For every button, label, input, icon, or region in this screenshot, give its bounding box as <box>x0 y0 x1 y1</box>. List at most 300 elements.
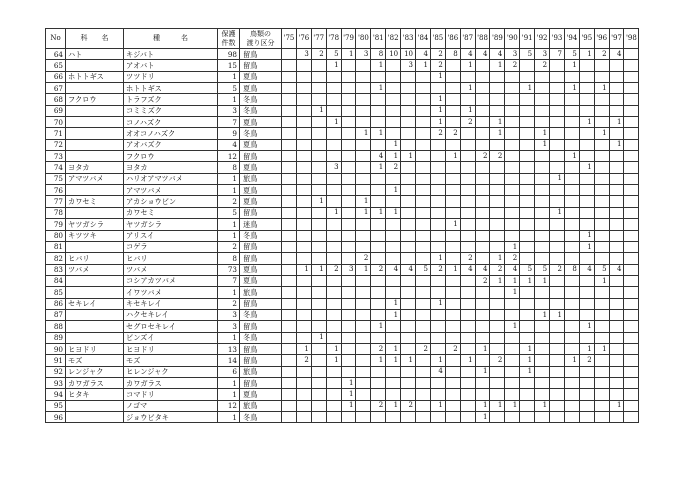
year-count <box>564 309 579 320</box>
year-count: 1 <box>505 287 520 298</box>
year-count: 3 <box>535 49 550 60</box>
family-name <box>66 412 124 423</box>
year-count <box>505 230 520 241</box>
year-count <box>311 60 326 71</box>
protection-count: 5 <box>218 207 240 218</box>
year-count <box>490 71 505 82</box>
year-count <box>475 287 490 298</box>
protection-count: 8 <box>218 253 240 264</box>
year-count <box>624 298 639 309</box>
year-count <box>624 196 639 207</box>
year-count <box>326 389 341 400</box>
year-count <box>475 94 490 105</box>
year-count <box>475 185 490 196</box>
year-count: 1 <box>505 321 520 332</box>
year-count: 1 <box>341 389 356 400</box>
row-number: 64 <box>46 49 66 60</box>
year-count <box>386 321 401 332</box>
year-count <box>624 162 639 173</box>
year-count <box>445 60 460 71</box>
migration-status: 旅鳥 <box>240 287 282 298</box>
table-row <box>46 139 639 150</box>
year-count <box>520 377 535 388</box>
year-count <box>401 162 416 173</box>
year-count <box>386 332 401 343</box>
row-number: 67 <box>46 83 66 94</box>
year-count <box>460 298 475 309</box>
year-count <box>550 151 565 162</box>
year-count <box>282 377 297 388</box>
table-row <box>46 366 639 377</box>
year-count <box>311 83 326 94</box>
header-year: '94 <box>564 29 579 49</box>
year-count <box>475 253 490 264</box>
family-name: ハト <box>66 49 124 60</box>
year-count <box>445 332 460 343</box>
year-count <box>326 185 341 196</box>
year-count <box>460 400 475 411</box>
year-count <box>371 412 386 423</box>
year-count <box>609 321 624 332</box>
year-count: 1 <box>564 355 579 366</box>
year-count <box>311 128 326 139</box>
year-count <box>371 298 386 309</box>
year-count <box>624 83 639 94</box>
year-count <box>326 128 341 139</box>
year-count <box>624 94 639 105</box>
year-count <box>564 185 579 196</box>
year-count <box>416 94 431 105</box>
species-name: モズ <box>124 355 218 366</box>
header-year: '90 <box>505 29 520 49</box>
year-count: 1 <box>594 275 609 286</box>
year-count: 1 <box>550 309 565 320</box>
year-count <box>311 275 326 286</box>
year-count <box>609 196 624 207</box>
year-count <box>475 173 490 184</box>
protection-count: 15 <box>218 60 240 71</box>
table-row <box>46 287 639 298</box>
year-count <box>520 139 535 150</box>
year-count <box>535 196 550 207</box>
year-count <box>311 298 326 309</box>
year-count: 8 <box>371 49 386 60</box>
year-count <box>341 241 356 252</box>
year-count <box>326 309 341 320</box>
year-count <box>416 253 431 264</box>
year-count: 1 <box>356 207 371 218</box>
family-name <box>66 128 124 139</box>
year-count <box>609 94 624 105</box>
year-count <box>624 230 639 241</box>
protection-count: 1 <box>218 185 240 196</box>
year-count: 1 <box>356 196 371 207</box>
year-count <box>490 321 505 332</box>
year-count <box>341 321 356 332</box>
table-row <box>46 241 639 252</box>
year-count: 1 <box>579 343 594 354</box>
year-count <box>594 94 609 105</box>
year-count <box>296 389 311 400</box>
row-number: 70 <box>46 117 66 128</box>
year-count <box>326 94 341 105</box>
protection-count: 14 <box>218 355 240 366</box>
year-count <box>460 139 475 150</box>
year-count: 1 <box>311 105 326 116</box>
species-name: アオバト <box>124 60 218 71</box>
year-count <box>550 105 565 116</box>
year-count <box>386 366 401 377</box>
year-count <box>550 60 565 71</box>
year-count: 1 <box>386 298 401 309</box>
row-number: 96 <box>46 412 66 423</box>
year-count <box>535 162 550 173</box>
protection-count: 1 <box>218 389 240 400</box>
year-count <box>445 389 460 400</box>
year-count <box>356 230 371 241</box>
header-species: 種 名 <box>124 29 218 49</box>
year-count <box>579 400 594 411</box>
year-count <box>341 139 356 150</box>
year-count: 1 <box>326 355 341 366</box>
year-count <box>386 287 401 298</box>
year-count: 1 <box>520 83 535 94</box>
protection-count: 73 <box>218 264 240 275</box>
year-count <box>609 219 624 230</box>
row-number: 80 <box>46 230 66 241</box>
year-count <box>326 253 341 264</box>
migration-status: 夏鳥 <box>240 162 282 173</box>
migration-status: 留鳥 <box>240 60 282 71</box>
family-name <box>66 321 124 332</box>
protection-count: 2 <box>218 241 240 252</box>
year-count <box>371 173 386 184</box>
year-count <box>386 275 401 286</box>
year-count <box>624 287 639 298</box>
year-count <box>401 230 416 241</box>
year-count: 2 <box>490 264 505 275</box>
year-count <box>594 366 609 377</box>
header-year: '79 <box>341 29 356 49</box>
migration-status: 留鳥 <box>240 343 282 354</box>
year-count <box>341 366 356 377</box>
year-count: 1 <box>535 309 550 320</box>
year-count <box>564 241 579 252</box>
year-count <box>311 173 326 184</box>
family-name <box>66 83 124 94</box>
year-count: 1 <box>326 60 341 71</box>
year-count <box>535 173 550 184</box>
year-count <box>356 377 371 388</box>
year-count <box>624 366 639 377</box>
year-count: 7 <box>550 49 565 60</box>
year-count: 1 <box>430 71 445 82</box>
year-count: 5 <box>520 264 535 275</box>
year-count: 1 <box>386 139 401 150</box>
year-count <box>490 196 505 207</box>
year-count: 1 <box>460 60 475 71</box>
year-count <box>386 128 401 139</box>
year-count <box>564 105 579 116</box>
year-count <box>445 287 460 298</box>
year-count <box>282 207 297 218</box>
year-count <box>460 173 475 184</box>
year-count <box>475 128 490 139</box>
year-count: 1 <box>579 49 594 60</box>
year-count <box>594 60 609 71</box>
year-count <box>371 389 386 400</box>
year-count: 1 <box>401 151 416 162</box>
year-count <box>475 309 490 320</box>
migration-status: 夏鳥 <box>240 83 282 94</box>
year-count: 2 <box>371 400 386 411</box>
year-count <box>430 173 445 184</box>
year-count: 4 <box>505 264 520 275</box>
year-count: 1 <box>445 264 460 275</box>
year-count <box>282 117 297 128</box>
year-count <box>609 253 624 264</box>
year-count <box>356 355 371 366</box>
protection-count: 1 <box>218 287 240 298</box>
year-count <box>475 105 490 116</box>
year-count <box>594 241 609 252</box>
species-name: ヒヨドリ <box>124 343 218 354</box>
migration-status: 留鳥 <box>240 377 282 388</box>
migration-status: 冬鳥 <box>240 412 282 423</box>
year-count <box>296 400 311 411</box>
year-count <box>594 117 609 128</box>
year-count: 2 <box>475 275 490 286</box>
year-count: 1 <box>326 343 341 354</box>
year-count <box>371 230 386 241</box>
year-count <box>460 196 475 207</box>
year-count <box>416 377 431 388</box>
year-count <box>341 185 356 196</box>
year-count <box>535 71 550 82</box>
year-count <box>430 196 445 207</box>
migration-status: 冬鳥 <box>240 128 282 139</box>
table-row <box>46 71 639 82</box>
year-count <box>505 412 520 423</box>
table-row <box>46 332 639 343</box>
year-count <box>356 162 371 173</box>
year-count <box>416 332 431 343</box>
header-year: '89 <box>490 29 505 49</box>
year-count <box>445 253 460 264</box>
year-count <box>326 219 341 230</box>
species-name: コノハズク <box>124 117 218 128</box>
species-name: オオコノハズク <box>124 128 218 139</box>
year-count: 1 <box>445 151 460 162</box>
migration-status: 冬鳥 <box>240 332 282 343</box>
year-count <box>535 366 550 377</box>
year-count <box>490 162 505 173</box>
year-count <box>386 173 401 184</box>
year-count: 1 <box>371 60 386 71</box>
year-count <box>311 287 326 298</box>
table-row <box>46 264 639 275</box>
year-count <box>535 241 550 252</box>
year-count <box>550 230 565 241</box>
migration-status: 夏鳥 <box>240 264 282 275</box>
year-count: 1 <box>311 264 326 275</box>
table-row <box>46 377 639 388</box>
year-count <box>445 275 460 286</box>
year-count: 1 <box>356 264 371 275</box>
year-count: 1 <box>401 355 416 366</box>
family-name <box>66 151 124 162</box>
year-count <box>311 241 326 252</box>
year-count <box>535 94 550 105</box>
protection-count: 3 <box>218 309 240 320</box>
year-count <box>282 60 297 71</box>
year-count <box>430 412 445 423</box>
year-count <box>624 71 639 82</box>
year-count <box>624 60 639 71</box>
family-name <box>66 275 124 286</box>
year-count <box>564 389 579 400</box>
year-count <box>490 230 505 241</box>
year-count <box>282 412 297 423</box>
year-count <box>416 389 431 400</box>
year-count: 1 <box>371 162 386 173</box>
year-count: 1 <box>594 128 609 139</box>
year-count: 1 <box>535 275 550 286</box>
year-count <box>460 219 475 230</box>
year-count: 1 <box>356 128 371 139</box>
year-count <box>401 366 416 377</box>
year-count: 1 <box>341 377 356 388</box>
table-row <box>46 105 639 116</box>
year-count <box>282 366 297 377</box>
year-count <box>535 332 550 343</box>
year-count <box>416 287 431 298</box>
year-count: 4 <box>371 151 386 162</box>
migration-status: 夏鳥 <box>240 117 282 128</box>
year-count <box>386 83 401 94</box>
row-number: 68 <box>46 94 66 105</box>
year-count <box>341 128 356 139</box>
species-name: トラフズク <box>124 94 218 105</box>
species-name: ハクセキレイ <box>124 309 218 320</box>
year-count <box>564 207 579 218</box>
table-row <box>46 343 639 354</box>
year-count <box>460 162 475 173</box>
row-number: 65 <box>46 60 66 71</box>
year-count <box>282 309 297 320</box>
year-count: 1 <box>475 366 490 377</box>
year-count <box>594 287 609 298</box>
year-count: 2 <box>371 343 386 354</box>
year-count <box>564 253 579 264</box>
header-year: '83 <box>401 29 416 49</box>
year-count <box>505 196 520 207</box>
year-count <box>490 219 505 230</box>
family-name <box>66 185 124 196</box>
year-count: 2 <box>445 128 460 139</box>
year-count <box>579 139 594 150</box>
year-count <box>624 389 639 400</box>
year-count <box>282 139 297 150</box>
year-count <box>490 412 505 423</box>
year-count <box>326 400 341 411</box>
year-count: 5 <box>326 49 341 60</box>
year-count <box>535 253 550 264</box>
table-row <box>46 253 639 264</box>
protection-count: 7 <box>218 117 240 128</box>
year-count <box>416 139 431 150</box>
year-count <box>356 60 371 71</box>
year-count <box>609 71 624 82</box>
year-count <box>579 366 594 377</box>
row-number: 89 <box>46 332 66 343</box>
species-name: ノゴマ <box>124 400 218 411</box>
year-count <box>401 105 416 116</box>
year-count <box>326 105 341 116</box>
family-name: ヒタキ <box>66 389 124 400</box>
year-count <box>460 309 475 320</box>
year-count <box>356 105 371 116</box>
protection-count: 2 <box>218 298 240 309</box>
year-count <box>401 94 416 105</box>
year-count <box>550 71 565 82</box>
year-count <box>624 400 639 411</box>
family-name <box>66 332 124 343</box>
year-count <box>341 230 356 241</box>
year-count <box>371 94 386 105</box>
year-count <box>475 207 490 218</box>
year-count <box>624 275 639 286</box>
year-count <box>564 139 579 150</box>
year-count: 1 <box>430 94 445 105</box>
year-count <box>371 71 386 82</box>
year-count <box>624 332 639 343</box>
year-count <box>624 173 639 184</box>
year-count <box>550 400 565 411</box>
migration-status: 冬鳥 <box>240 105 282 116</box>
year-count <box>371 105 386 116</box>
year-count: 2 <box>579 355 594 366</box>
year-count <box>311 207 326 218</box>
year-count: 1 <box>550 173 565 184</box>
year-count <box>460 287 475 298</box>
protection-count: 6 <box>218 366 240 377</box>
migration-status: 夏鳥 <box>240 71 282 82</box>
family-name: ヒバリ <box>66 253 124 264</box>
year-count <box>386 71 401 82</box>
year-count <box>296 207 311 218</box>
year-count <box>416 173 431 184</box>
year-count <box>594 298 609 309</box>
year-count <box>386 117 401 128</box>
year-count <box>475 298 490 309</box>
year-count <box>475 389 490 400</box>
year-count <box>326 196 341 207</box>
year-count: 3 <box>401 60 416 71</box>
year-count <box>326 321 341 332</box>
year-count <box>416 151 431 162</box>
table-row <box>46 196 639 207</box>
year-count <box>505 83 520 94</box>
year-count <box>550 275 565 286</box>
year-count <box>490 105 505 116</box>
year-count <box>624 377 639 388</box>
year-count: 2 <box>356 253 371 264</box>
year-count <box>624 151 639 162</box>
row-number: 74 <box>46 162 66 173</box>
table-row <box>46 83 639 94</box>
year-count <box>356 241 371 252</box>
